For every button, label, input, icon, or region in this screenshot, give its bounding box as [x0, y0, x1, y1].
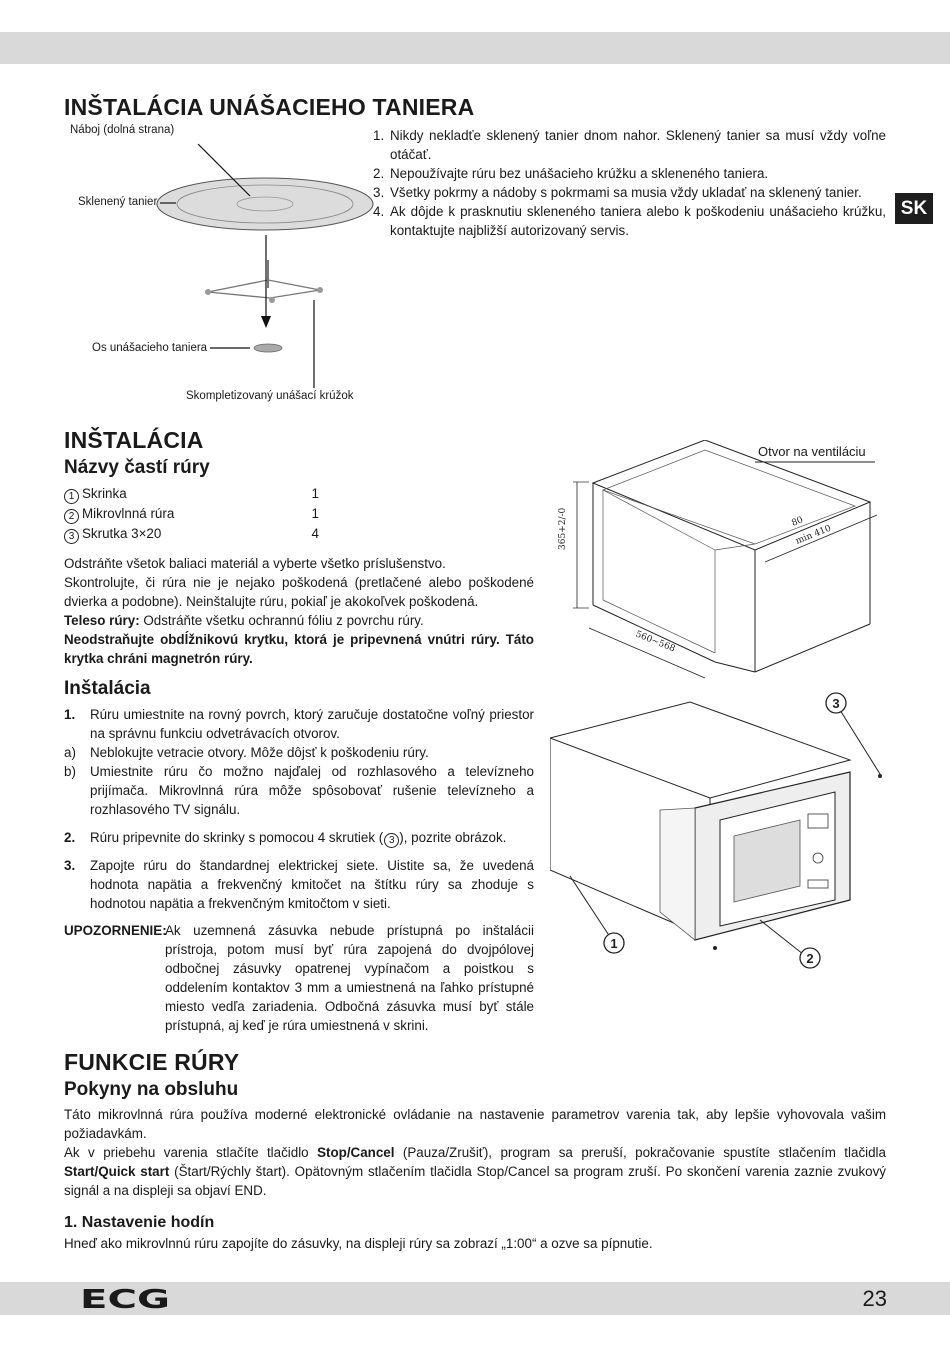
turntable-instructions: [373, 126, 886, 240]
install-intro: Odstráňte všetok baliaci materiál a vyberte všetko príslušenstvo. Skontrolujte, či rúra nie je nejako poškodená (pretlačené alebo poškodené dvierka a podobne). Neinštalujte rúru, pokiaľ je akokoľvek poškodená. Teleso rúry: Odstráňte všetku ochrannú fóliu z povrchu rúry. Neodstraňujte obdĺžnikovú krytku, ktorá je pripevnená vnútri rúry. Táto krytka chráni magnetrón rúry.: [64, 556, 534, 666]
dim-gap: 80: [790, 515, 805, 529]
list-item: a) Neblokujte vetracie otvory. Môže dôjsť k poškodeniu rúry.: [64, 745, 429, 760]
callout-1: 1: [610, 936, 618, 951]
list-item: 1 Skrinka 1: [64, 484, 319, 504]
parts-list: [64, 484, 319, 544]
list-item: 2 Mikrovlnná rúra 1: [64, 504, 319, 524]
list-item: 3 Skrutka 3×20 4: [64, 524, 319, 544]
svg-text:ECG: ECG: [80, 1287, 170, 1311]
operation-text: Táto mikrovlnná rúra používa moderné elektronické ovládanie na nastavenie parametrov varenia tak, aby lepšie vyhovovala vašim požiadavkám. Ak v priebehu varenia stlačíte tlačidlo Stop/Cancel (Pauza/Zrušiť), program sa preruší, pokračovanie spustíte stlačením tlačidla Start/Quick start (Štart/Rýchly štart). Opätovným stlačením tlačidla Stop/Cancel sa program zruší. Po skončení varenia zaznie zvukový signál a na displeji sa objaví END.: [64, 1107, 887, 1198]
section-title-turntable: INŠTALÁCIA UNÁŠACIEHO TANIERA: [64, 94, 475, 120]
label-ring: Skompletizovaný unášací krúžok: [186, 390, 354, 402]
clock-title: 1. Nastavenie hodín: [64, 1214, 215, 1231]
vent-label: Otvor na ventiláciu: [758, 444, 866, 459]
list-item: 3. Zapojte rúru do štandardnej elektrickej siete. Uistite sa, že uvedená hodnota napätia a frekvenčný kmitočet na štítku rúry sa zhoduje s hodnotou napätia a frekvenčným kmitočtom v sieti.: [64, 858, 534, 911]
page-number: 23: [862, 1286, 887, 1311]
dim-height: 365+2/-0: [558, 507, 568, 550]
parts-title: Názvy častí rúry: [64, 457, 210, 478]
list-item: 1. Rúru umiestnite na rovný povrch, ktorý zaručuje dostatočne voľný priestor na správnu funkciu odvetrávacích otvorov.: [64, 707, 534, 741]
label-shaft: Os unášacieho taniera: [92, 342, 208, 354]
list-item: 1. Nikdy nekladťe sklenený tanier dnom nahor. Sklenený tanier sa musí vždy voľne otáčať.: [373, 128, 886, 162]
list-item: 2. Rúru pripevnite do skrinky s pomocou 4 skrutiek ( 3 ), pozrite obrázok.: [64, 830, 507, 846]
list-item: 4. Ak dôjde k prasknutiu skleneného taniera alebo k poškodeniu unášacieho krúžku, kontaktujte najbližší autorizovaný servis.: [373, 204, 886, 238]
turntable-illustration: [150, 140, 390, 390]
warning-note: UPOZORNENIE: Ak uzemnená zásuvka nebude prístupná po inštalácii prístroja, potom musí byť rúra zapojená do dvojpólovej odbočnej zásuvky opatrenej vypínačom a poistkou s oddelením kontaktov 3 mm a umiestnená na ľahko prístupné miesto vedľa zariadenia. Odbočná zásuvka musí byť stále prístupná, aj keď je rúra umiestnená v skrini.: [64, 923, 534, 1033]
language-badge: SK: [895, 193, 933, 224]
list-item: 3. Všetky pokrmy a nádoby s pokrmami sa musia vždy ukladať na sklenený tanier.: [373, 185, 862, 200]
oven-diagram: [550, 690, 890, 970]
label-glass: Sklenený tanier: [78, 196, 158, 208]
list-item: 2. Nepoužívajte rúru bez unášacieho krúžku a skleneného taniera.: [373, 166, 769, 181]
section-title-functions: FUNKCIE RÚRY: [64, 1049, 240, 1075]
label-hub: Náboj (dolná strana): [70, 124, 175, 136]
callout-2: 2: [806, 951, 814, 966]
cabinet-diagram: [555, 440, 885, 690]
clock-text: Hneď ako mikrovlnnú rúru zapojíte do zásuvky, na displeji rúry sa zobrazí „1:00“ a ozve sa pípnutie.: [64, 1236, 653, 1251]
callout-3: 3: [832, 696, 840, 711]
operation-title: Pokyny na obsluhu: [64, 1079, 239, 1100]
install-subtitle: Inštalácia: [64, 678, 151, 699]
install-steps: [64, 705, 534, 913]
section-title-install: INŠTALÁCIA: [64, 427, 204, 453]
brand-logo: [80, 1287, 172, 1316]
header-bar: [0, 32, 950, 64]
dim-depth: min 410: [794, 523, 833, 547]
dim-width: 560~568: [633, 629, 677, 655]
list-item: b) Umiestnite rúru čo možno najďalej od rozhlasového a televízneho prijímača. Mikrovlnná rúra môže spôsobovať rušenie televízneho a rozhlasového TV signálu.: [64, 764, 534, 817]
